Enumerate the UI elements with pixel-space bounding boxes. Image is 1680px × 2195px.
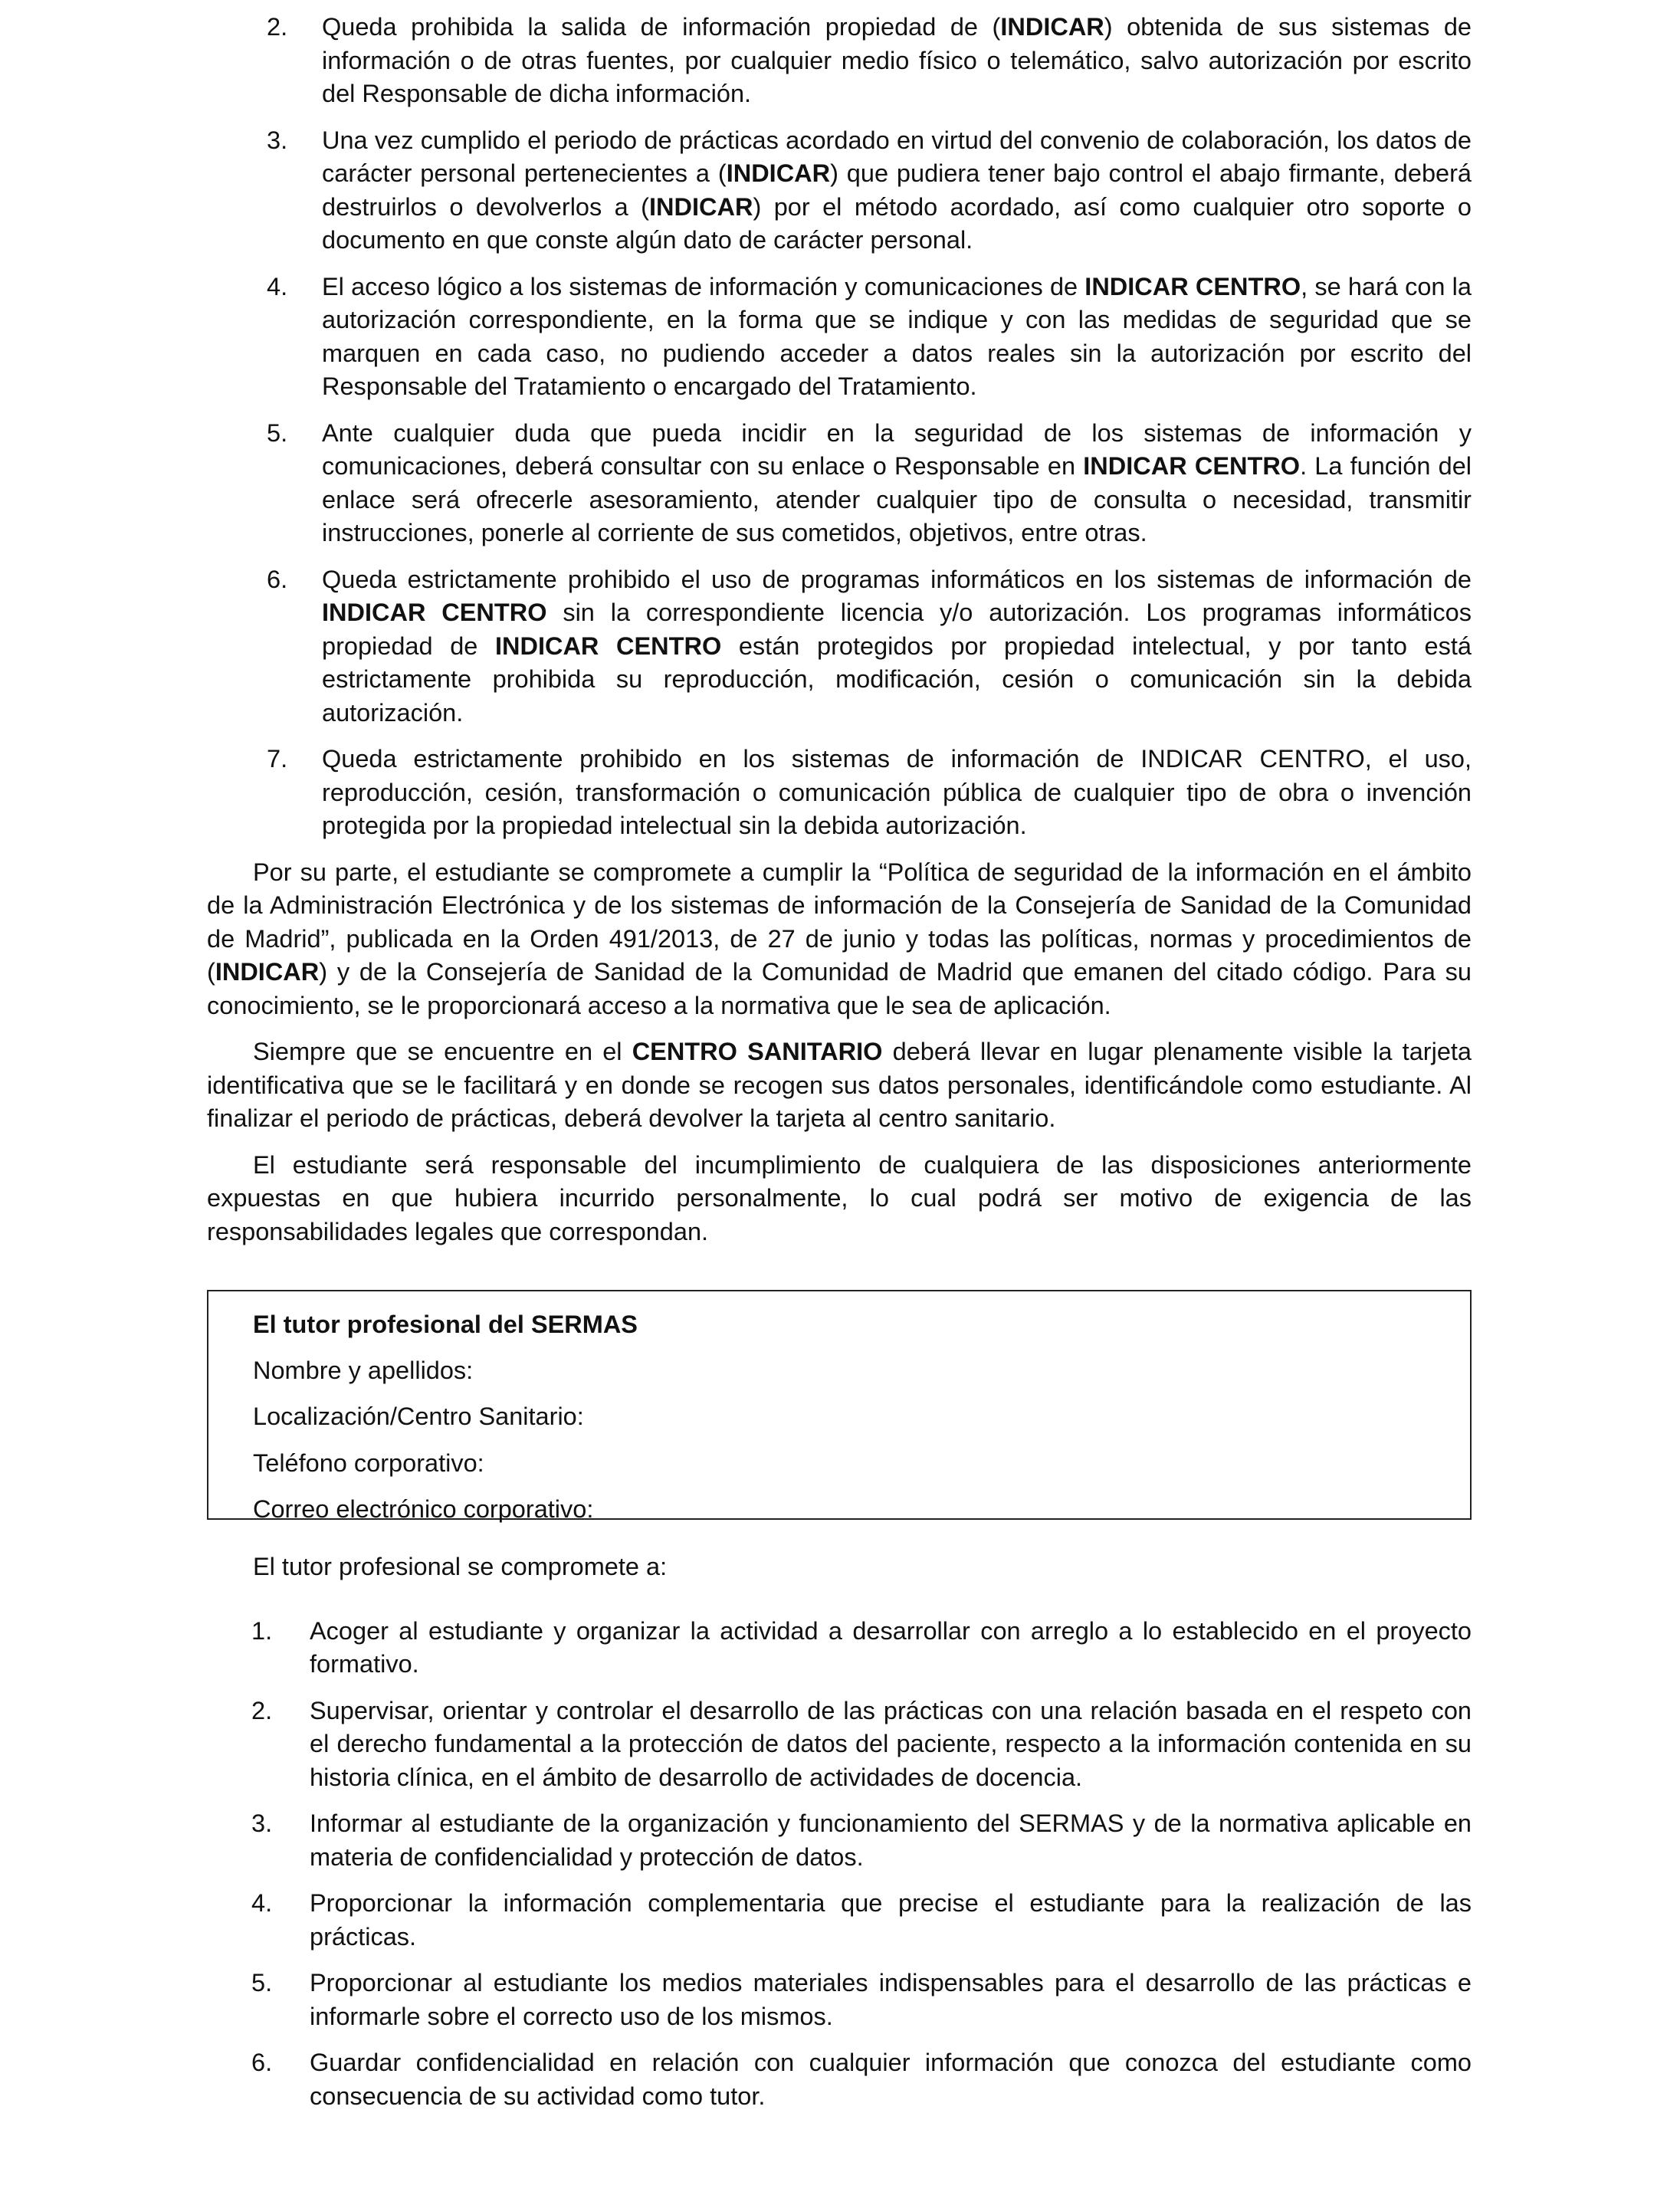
item-text: Informar al estudiante de la organización y funcionamiento del SERMAS y de la normativa aplicable en materia de confidencialidad y protección de datos. [310, 1809, 1472, 1871]
item-number: 3. [267, 126, 288, 154]
item-number: 7. [267, 745, 288, 773]
item-text-a: Queda estrictamente prohibido el uso de programas informáticos en los sistemas de información de [322, 565, 1472, 593]
item-number: 5. [267, 418, 288, 447]
item-text-a: Queda estrictamente prohibido en los sistemas de información de INDICAR CENTRO, el uso, reproducción, cesión, transformación o comunicación pública de cualquier tipo de obra o invención protegida por la propiedad intelectual sin la debida autorización. [322, 745, 1472, 839]
tutor-location-label: Localización/Centro Sanitario: [253, 1403, 584, 1430]
item-text: Acoger al estudiante y organizar la actividad a desarrollar con arreglo a lo establecido en el proyecto formativo. [310, 1616, 1472, 1678]
para-text-a: El estudiante será responsable del incumplimiento de cualquiera de las disposiciones anteriormente expuestas en que hubiera incurrido personalmente, lo cual podrá ser motivo de exigencia de las responsabilidades legales que correspondan. [207, 1150, 1472, 1245]
item-number: 1. [251, 1616, 273, 1645]
obligations-list [207, 11, 1472, 843]
tutor-name-label: Nombre y apellidos: [253, 1356, 474, 1384]
item-text: Guardar confidencialidad en relación con cualquier información que conozca del estudiante como consecuencia de su actividad como tutor. [310, 2049, 1472, 2110]
tutor-commitments-intro: El tutor profesional se compromete a: [253, 1553, 668, 1580]
item-number: 4. [267, 272, 288, 300]
paragraph-id-card [207, 1035, 1472, 1136]
item-text-bold: INDICAR [1000, 13, 1104, 41]
item-text-b: sin la correspondiente licencia y/o autorización. Los programas informáticos propiedad de [322, 599, 1472, 660]
item-text-c: están protegidos por propiedad intelectual, y por tanto está estrictamente prohibida su reproducción, modificación, cesión o comunicación sin la debida autorización. [322, 632, 1472, 727]
para-text-a: Siempre que se encuentre en el [253, 1038, 632, 1065]
item-text-bold: INDICAR CENTRO [1084, 272, 1301, 300]
tutor-box-title: El tutor profesional del SERMAS [253, 1311, 638, 1338]
item-text-bold: INDICAR CENTRO [1083, 452, 1301, 480]
item-number: 5. [251, 1969, 273, 1996]
paragraph-security-policy [207, 856, 1472, 1023]
item-text-bold: INDICAR CENTRO [322, 599, 547, 626]
list-item [207, 1695, 1472, 1795]
para-text-b: deberá llevar en lugar plenamente visible la tarjeta identificativa que se le facilitará y en donde se recogen sus datos personales, identificándole como estudiante. Al finalizar el periodo de prácticas, deberá devolver la tarjeta al centro sanitario. [207, 1038, 1472, 1132]
item-text-c: ) por el método acordado, así como cualquier otro soporte o documento en que conste algún dato de carácter personal. [322, 192, 1472, 254]
item-text-bold: INDICAR [649, 192, 753, 221]
list-item [207, 2046, 1472, 2113]
item-text-bold: INDICAR CENTRO [494, 632, 722, 660]
item-text-a: Queda prohibida la salida de información propiedad de ( [322, 13, 1001, 41]
list-item [207, 563, 1472, 730]
list-item [207, 1807, 1472, 1874]
item-text-b: ) que pudiera tener bajo control el abajo firmante, deberá destruirlos o devolverlos a ( [322, 159, 1472, 221]
item-text: Proporcionar al estudiante los medios materiales indispensables para el desarrollo de las prácticas e informarle sobre el correcto uso de los mismos. [310, 1969, 1472, 2030]
para-text-a: Por su parte, el estudiante se compromete a cumplir la “Política de seguridad de la información en el ámbito de la Administración Electrónica y de los sistemas de información de la Consejería de Sanidad de la Comunidad de Madrid”, publicada en la Orden 491/2013, de 27 de junio y todas las políticas, normas y procedimientos de ( [207, 858, 1472, 986]
item-text-a: El acceso lógico a los sistemas de información y comunicaciones de [322, 272, 1085, 300]
item-number: 2. [267, 13, 288, 41]
tutor-commitments-list [207, 1615, 1472, 2114]
list-item [207, 1615, 1472, 1682]
item-text-b: , se hará con la autorización correspondiente, en la forma que se indique y con las medidas de seguridad que se marquen en cada caso, no pudiendo acceder a datos reales sin la autorización por escrito del Responsable del Tratamiento o encargado del Tratamiento. [322, 272, 1472, 400]
list-item [207, 271, 1472, 404]
item-number: 4. [251, 1889, 273, 1917]
item-number: 6. [251, 2049, 273, 2076]
item-number: 2. [251, 1696, 273, 1724]
para-text-b: ) y de la Consejería de Sanidad de la Comunidad de Madrid que emanen del citado código. Para su conocimiento, se le proporcionará acceso a la normativa que le sea de aplicación. [207, 958, 1472, 1019]
tutor-info-box [207, 1290, 1472, 1523]
list-item [207, 743, 1472, 843]
list-item [207, 124, 1472, 258]
list-item [207, 1967, 1472, 2033]
tutor-phone-label: Teléfono corporativo: [253, 1449, 484, 1477]
item-text-a: Ante cualquier duda que pueda incidir en la seguridad de los sistemas de información y comunicaciones, deberá consultar con su enlace o Responsable en [322, 418, 1472, 480]
item-number: 6. [267, 565, 288, 593]
document-page [207, 11, 1472, 2126]
item-text: Supervisar, orientar y controlar el desarrollo de las prácticas con una relación basada en el respeto con el derecho fundamental a la protección de datos del paciente, respecto a la información contenida en su historia clínica, en el ámbito de desarrollo de actividades de docencia. [310, 1696, 1472, 1791]
para-text-bold: CENTRO SANITARIO [632, 1038, 883, 1065]
list-item [207, 11, 1472, 111]
item-text-bold: INDICAR [726, 159, 831, 187]
item-text: Proporcionar la información complementaria que precise el estudiante para la realización de las prácticas. [310, 1889, 1472, 1951]
item-text-a: Una vez cumplido el periodo de prácticas acordado en virtud del convenio de colaboración, los datos de carácter personal pertenecientes a ( [322, 126, 1472, 187]
item-text-b: ) obtenida de sus sistemas de información o de otras fuentes, por cualquier medio físico o telemático, salvo autorización por escrito del Responsable de dicha información. [322, 13, 1472, 107]
tutor-email-label: Correo electrónico corporativo: [253, 1495, 594, 1523]
paragraph-responsibility [207, 1149, 1472, 1249]
para-text-bold: INDICAR [215, 958, 320, 986]
item-number: 3. [251, 1809, 273, 1837]
item-text-b: . La función del enlace será ofrecerle asesoramiento, atender cualquier tipo de consulta o necesidad, transmitir instrucciones, ponerle al corriente de sus cometidos, objetivos, entre otras. [322, 452, 1472, 546]
list-item [207, 417, 1472, 550]
list-item [207, 1887, 1472, 1954]
